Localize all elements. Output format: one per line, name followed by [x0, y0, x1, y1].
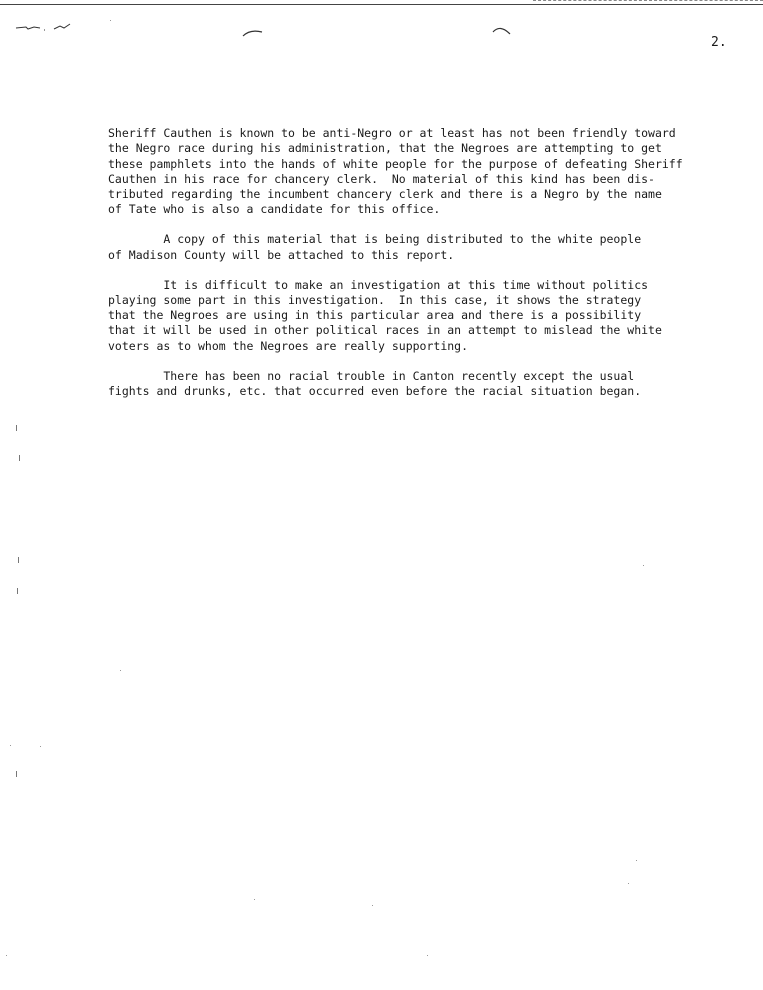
text-line: playing some part in this investigation. In this case, it shows the strategy: [108, 293, 642, 308]
scan-speck: [6, 955, 7, 956]
scan-speck: [643, 565, 644, 566]
report-body: [108, 111, 738, 414]
scan-speck: [10, 745, 11, 746]
margin-tick: [19, 455, 20, 461]
staple-mark-left: [240, 27, 264, 39]
text-line: of Madison County will be attached to this report.: [108, 247, 455, 262]
text-line: fights and drunks, etc. that occurred even before the racial situation began.: [108, 384, 642, 399]
staple-mark-right: [490, 24, 514, 38]
text-line: of Tate who is also a candidate for this office.: [108, 202, 441, 217]
scan-speck: [254, 899, 255, 900]
margin-tick: [16, 771, 17, 777]
text-line: the Negro race during his administration, that the Negroes are attempting to get: [108, 141, 662, 156]
scan-speck: [427, 955, 428, 956]
text-line: Cauthen in his race for chancery clerk. No material of this kind has been dis-: [108, 171, 655, 186]
text-line: tributed regarding the incumbent chancery clerk and there is a Negro by the name: [108, 187, 662, 202]
margin-tick: [18, 557, 19, 563]
text-line: A copy of this material that is being distributed to the white people: [108, 232, 642, 247]
scan-speck: [372, 905, 373, 906]
page-number: 2.: [711, 35, 727, 50]
scan-speck: [120, 670, 121, 671]
margin-tick: [16, 425, 17, 431]
text-line: voters as to whom the Negroes are really supporting.: [108, 338, 469, 353]
text-line: that the Negroes are using in this particular area and there is a possibility: [108, 308, 642, 323]
margin-tick: [17, 588, 18, 594]
text-line: There has been no racial trouble in Canton recently except the usual: [108, 368, 635, 383]
scan-speck: [40, 746, 41, 747]
paragraph-1: [108, 111, 738, 217]
paragraph-2: [108, 232, 738, 262]
paragraph-4: [108, 369, 738, 399]
top-border-line: [0, 4, 763, 5]
scribble-mark: [14, 18, 74, 34]
scan-speck: [628, 883, 629, 884]
paragraph-3: [108, 278, 738, 354]
scan-speck: [110, 20, 111, 21]
scan-speck: [636, 860, 637, 861]
text-line: these pamphlets into the hands of white people for the purpose of defeating Sheriff: [108, 156, 683, 171]
text-line: that it will be used in other political races in an attempt to mislead the white: [108, 323, 662, 338]
top-border-dashes: [533, 0, 763, 1]
text-line: It is difficult to make an investigation at this time without politics: [108, 277, 649, 292]
text-line: Sheriff Cauthen is known to be anti-Negro or at least has not been friendly toward: [108, 126, 676, 141]
